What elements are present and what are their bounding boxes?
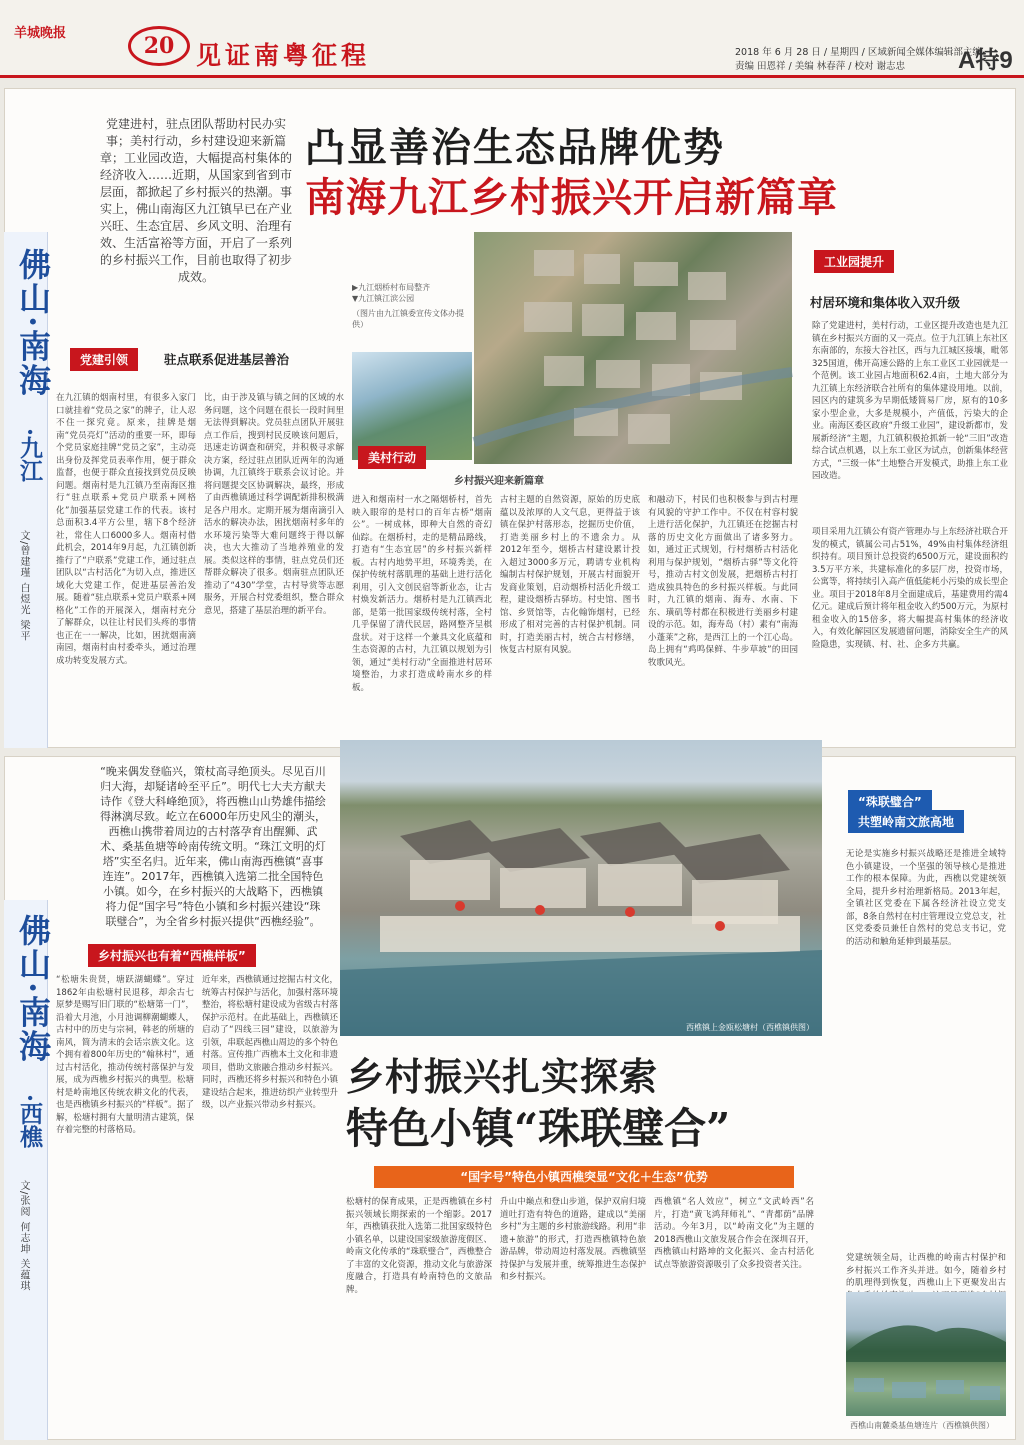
side-tag-line2: 共塑岭南文旅高地 [848,810,964,833]
anniversary-badge: 20 [128,26,190,66]
story1-col-5: 和融动下，村民们也积极参与到古村理有风貌的守护工作中。不仅在村容村貌上进行活化保护，九江镇还在挖掘古村落的历史文化方面做出了诸多努力。如，通过正式规划，行村烟桥古村活化利用与保护规划，“烟桥古驿”等文化符号，推动古村文创发展，把烟桥古村打造成独具特色的乡村振兴样板。与此同时，九江镇的烟南、海寿、水南、下东、璜矶等村都在积极进行美丽乡村建设的示范。如，海寿岛（村）素有“南海小蓬莱”之称，是西江上的一个江心岛。岛上拥有“鸡鸣保鲜、牛步草坡”的田园牧歌风光。 [648,495,798,668]
story2-col-4: 升山中巅点和登山步道，保护双肩归境道吐打造有特色的道路，建成以“美丽乡村”为主题的乡村旅游线路。利用“非遗+旅游”的形式，打造西樵镇特色旅游品牌，带动周边村落发展。西樵镇坚持保护与发展并重，统筹推进生态保护和乡村振兴。 [500,1197,646,1282]
story2-col-5: 西樵镇“名人效应”，树立“文武岭西”名片，打造“黄飞鸿拜师礼”、“青都荫”品牌活动。今年3月，以“岭南文化”为主题的2018西樵山文旅发展合作会在深圳召开，西樵镇山村路坤的文化振兴、金古村活化试点等旅游资源吸引了众多投资者关注。 [654,1197,814,1270]
story2-col-1: “松塘朱贵贤，塘跃湖蝴蝶”。穿过1862年由松塘村民退移，却余古七原梦是赐写旧门联的“松塘第一门”，沿着大月池，小月池调柳潮蝴蝶人，古村中的历史与宗祠，韩老的所塘的南风，简为清末的会话宗族文化。这个拥有着800年历史的“翰林村”，通过古村活化，推动传统村落保护与发展，成为西樵乡村振兴的典型。松塘村是岭南地区传统农耕文化的代表，也是西樵镇乡村振兴的“样板”。据了解，松塘村拥有大量明清古建筑，保存着完整的村落格局。 [56,975,194,1135]
story1-col-3: 进入和烟南村一水之隔烟桥村，首先映入眼帘的是村口的百年古桥“烟南公”。一树成林，即种大自然的奇幻仙踪。在烟桥村，走的是精品路线，打造有“生态宜居”的乡村振兴新样板。古村内地势平坦，环境秀美，在保护传统村落肌理的基础上进行活化利用，引入文创民宿等新业态，让古村焕发新活力。烟桥村是九江镇西北部，是第一批国家级传统村落，全村几乎保留了清代民居，路网整齐呈棋盘状。对于这样一个兼具文化底蕴和生态资源的古村，九江镇以规划为引领，通过“美村行动”全面推进村居环境整治，力求打造成岭南水乡的样板。 [352,495,492,693]
story1-author: 文/曾建瑾 白煜光 梁平 [18,530,29,642]
story2-bottom-caption: 西樵山南麓桑基鱼塘连片（西樵镇供图） [850,1421,994,1430]
story2-col-2: 近年来，西樵镇通过挖掘古村文化，统筹古村保护与活化，加强村落环境整治，将松塘村建设成为省级古村落保护示范村。在此基础上，西樵镇还启动了“四线三园”建设，以旅游为引领，串联起西樵山周边的多个特色村落。宣传推广西樵本土文化和非遗项目，借助文旅融合推动乡村振兴。同时，西樵还将乡村振兴和特色小镇建设结合起来，推进纺织产业转型升级，以产业振兴带动乡村振兴。 [202,975,339,1110]
story2-side-sub: ·西樵 [16,1094,43,1149]
staff-line: 责编 田恩祥 / 美编 林春萍 / 校对 谢志忠 [735,61,906,72]
date-editor-line: 2018 年 6 月 28 日 / 星期四 / 区域新闻全媒体编辑部主编 [735,47,982,58]
tag-xiqiao-model: 乡村振兴也有着“西樵样板” [88,944,256,967]
story2-author: 文/张阅 何志坤 关蕴琪 [18,1180,29,1292]
story2-col-6: 无论是实施乡村振兴战略还是推进全域特色小镇建设，一个坚强的领导核心是推进工作的根本保障。为此，西樵以党建统领全局，提升乡村治理新格局。2013年起，全镇社区党委在下属各经济社设立党支部，8条自然村在村庄管理设立党总支，社区党委委员兼任自然村的党总支书记，党的活动和触角延伸到最基层。 [846,849,1006,947]
sub-party-lead: 驻点联系促进基层善治 [164,352,290,367]
map-label-box [352,282,472,344]
story1-title-line2: 南海九江乡村振兴开启新篇章 [305,174,838,221]
story1-col-1: 在九江镇的烟南村里，有很多入家门口就挂着“党员之家”的牌子，让人忍不住一探究竟。原来，挂牌是烟南“党员亮灯”活动的重要一环，即每个党员家庭挂牌“党员之家”，主动亮出身份及挥党员表率作用，便于群众监督，也便于群众直接找到党员反映问题。烟南村是九江镇乃至南海区推行“驻点联系+党员户联系+网格化”加强基层党建工作的代表。该村总面积3.4平方公里，辖下8个经济社，常住人口6000多人。烟南村借此机会，2014年9月起，九江镇创新推行了“户联系”党建工作，通过驻点团队以“古村活化”为切入点，推进区域化大党建工作，促进基层善治发展。随着“驻点联系+党员户联系+网格化”工作的开展深入，烟南村充分了解群众，以往让村民们头疼的事情也正在一一解决，比如，困扰烟南滴南园，烟南村由村委牵头，通过治理成功转变发展方式。 [56,393,196,666]
story1-intro: 党建进村，驻点团队帮助村民办实事；美村行动，乡村建设迎来新篇章；工业园改造，大幅提高村集体的经济收入……近期，从国家到省到市层面，都掀起了乡村振兴的热潮。事实上，佛山南海区九江镇早已在产业兴旺、生态宜居、乡风文明、治理有效、生活富裕等方面，开启了一系列的乡村振兴工作，目前也取得了初步成效。 [99,117,292,284]
story1-side-city: 佛山·南海 [14,248,52,398]
map-label-2: ▼九江镇江滨公园 [352,294,415,303]
story2-fishpond-photo [846,1292,1006,1416]
story2-intro: “晚来偶发登临兴，策杖高寻绝顶头。尽见百川归大海，却疑诸岭至平丘”。明代七大夫方献夫诗作《登大科峰绝顶》，将西樵山山势雄伟描绘得淋漓尽致。屹立在6000年历史风尘的潮头，西樵山携带着周边的古村落孕育出醒狮、武术、桑基鱼塘等岭南传统文明。“珠江文明的灯塔”实至名归。近年来，佛山南海西樵镇“喜事连连”。2017年，西樵镇入选第二批全国特色小镇。如今，在乡村振兴的大战略下，西樵镇将力促“国字号”特色小镇和乡村振兴建设“珠联璧合”，为全省乡村振兴提供“西樵经验”。 [100,765,326,928]
story1-title-line1: 凸显善治生态品牌优势 [305,124,725,171]
section-title: 见证南粤征程 [196,41,371,70]
story1-col-7: 项目采用九江镇公有资产管理办与上东经济社联合开发的模式，镇属公司占51%，49%由村集体经济组织持有。项目预计总投资约6500万元，建设面积约3.5万平方米，共建标准化的多层厂房，投资市场，公寓等，将持续引入高产值低能耗小污染的成长型企业。项目于2018年8月全面建成后，基建费用约需4亿元。建成后预计将年租金收入约500万元，为原村租金收入的15倍多，将大幅提高村集体的经济收入，有效化解园区发展遗留问题，消除安全生产的风险隐患，实现镇、村、社、企多方共赢。 [812,527,1008,650]
tag-village-action: 美村行动 [358,446,426,469]
story1-photo-caption: 乡村振兴迎来新篇章 [454,476,544,487]
story1-side-sub: ·九江 [16,428,43,483]
story1-col-6: 除了党建进村，美村行动，工业区提升改造也是九江镇在乡村振兴方面的又一亮点。位于九江镇上东社区东南部的，东接大谷社区，西与九江城区接壤，毗邻325国道，佛开高速公路的上东工业区工业园就是一个范例。该工业园占地面积62.4亩，土地大部分为九江镇上东经济联合社所有的集体建设用地。以前，园区内的建筑多为早期低矮简易厂房，原有的10多家小型企业，大多是规模小，产值低，污染大的企业。南海区委区政府“升级工业园”，建设新都市，发展新经济“主题，九江镇积极抢抓新一轮“三旧”改造综合试点机遇，以上东工业区为试点，创新集体经营方式，“三级一体”土地整合开发模式，助推上东工业园改造。 [812,321,1008,481]
side-tag-line1: “珠联璧合” [848,790,932,813]
story2-title-line2: 特色小镇“珠联璧合” [346,1104,731,1153]
story2-ribbon: “国字号”特色小镇西樵突显“文化＋生态”优势 [374,1166,794,1188]
story1-col-2: 比，由于涉及镇与镇之间的区域的水务问题，这个问题在很长一段时间里无法得到解决。党员驻点团队开展驻点工作后，搜到村民反映该问题后，迅速走访调查和研究，并积极寻求解决方案，经过驻点团队近两年的沟通协调，九江镇终于联系会议讨论。并将问题提交区协调解决，最终，形成了由西樵镇通过科学调配新排积极满足各户用水。定期开展为烟南滴引入活水的解决办法，困扰烟南村多年的水环境污染等大难问题终于得以解决，也大大推动了当地养殖业的发展。类似这样的事情，驻点党员们还帮群众解决了很多。烟南驻点团队还推动了“430”学堂，古村导赏等志愿服务，开展合村党委组织，整合群众意见，搭建了基层治理的新平台。 [204,393,344,616]
map-label-1: ▶九江烟桥村布局整齐 [352,283,431,292]
page-number: A特9 [958,47,1013,74]
story2-side-city: 佛山·南海 [14,914,52,1064]
story2-col-3: 松塘村的保育成果，正是西樵镇在乡村振兴领域长期探索的一个缩影。2017年，西樵镇获批入选第二批国家级特色小镇名单，以建设国家级旅游度假区、岭南文化传承的“珠联璧合”，西樵整合了丰富的文化资源，推动文化与旅游深度融合，打造具有岭南特色的文旅品牌。 [346,1197,492,1295]
tag-party-lead: 党建引领 [70,348,138,371]
story2-title-line1: 乡村振兴扎实探索 [346,1054,659,1099]
newspaper-logo: 羊城晚报 [14,26,67,41]
tag-industry: 工业园提升 [814,250,894,273]
map-credit: （图片由九江镇委宣传文体办提供） [352,309,464,329]
sub-industry: 村居环境和集体收入双升级 [810,295,961,310]
story2-village-photo [340,740,822,1036]
story1-col-4: 古村主题的自然资源，原始的历史底蕴以及浓厚的人文气息，更得益于该镇在保护村落形态，挖掘历史价值，打造美丽乡村上的不遗余力。从2012年至今，烟桥古村建设累计投入超过3000多万元，聘请专业机构编制古村保护规划，开展古村面貌开发商业策划，启动烟桥村活化升级工程，建设烟桥古驿坊。村史馆、图书馆、乡贤馆等，古化翰饰烟村，已经形成了相对完善的古村保护机制。同时，打造美丽古村，统合古村修缮，恢复古村原有风貌。 [500,495,640,655]
story2-col-7: 党建统领全局，让西樵的岭南古村保护和乡村振兴工作齐头并进。如今，随着乡村的肌理得到恢复，西樵山上下更聚发出古 [846,1253,1006,1288]
story1-aerial-photo [474,232,792,464]
story2-photo-caption: 西樵镇上金瓯松塘村（西樵镇供图） [686,1023,814,1032]
story1-river-photo [352,352,472,460]
